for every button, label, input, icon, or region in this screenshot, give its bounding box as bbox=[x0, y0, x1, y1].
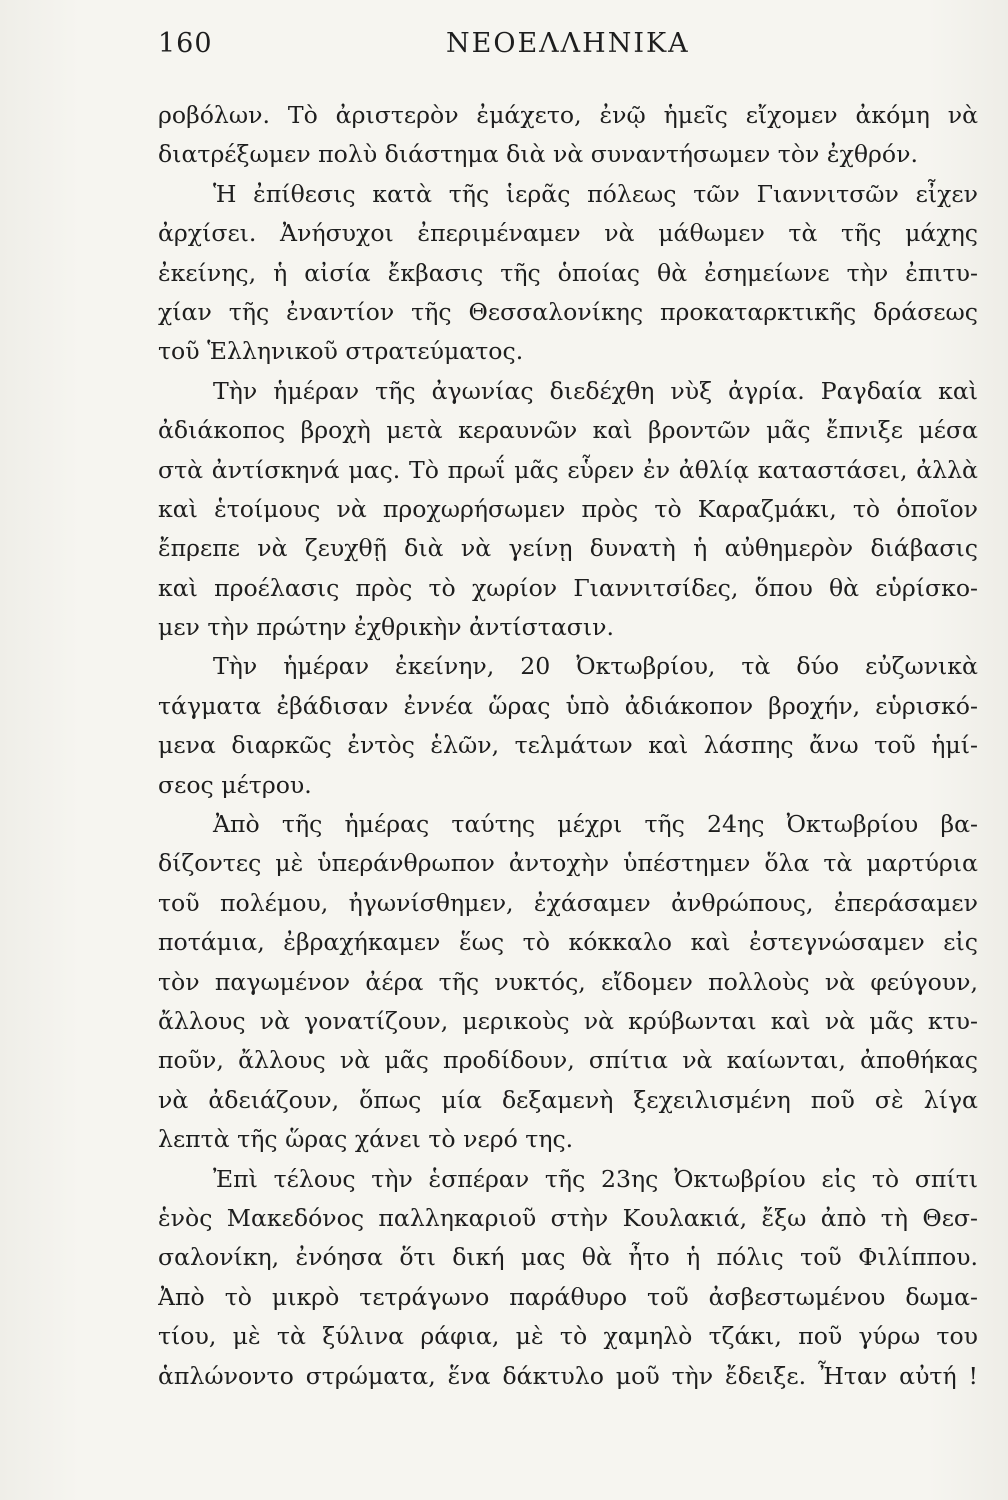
text-line: ροβόλων. Τὸ ἀριστερὸν ἐμάχετο, ἐνῷ ἡμεῖς εἴχομεν ἀκόμη νὰ bbox=[158, 101, 978, 129]
text-line: ἔπρεπε νὰ ζευχθῇ διὰ νὰ γείνῃ δυνατὴ ἡ αὐθημερὸν διάβασις bbox=[158, 534, 978, 563]
text-line: στὰ ἀντίσκηνά μας. Τὸ πρωΐ μᾶς εὗρεν ἐν ἀθλίᾳ καταστάσει, ἀλλὰ bbox=[158, 455, 978, 484]
text-line: νὰ ἀδειάζουν, ὅπως μία δεξαμενὴ ξεχειλισμένη ποῦ σὲ λίγα bbox=[158, 1085, 978, 1114]
text-line: τίου, μὲ τὰ ξύλινα ράφια, μὲ τὸ χαμηλὸ τζάκι, ποῦ γύρω του bbox=[158, 1322, 978, 1351]
running-head: ΝΕΟΕΛΛΗΝΙΚΑ bbox=[446, 28, 690, 59]
text-line: ἐκείνης, ἡ αἰσία ἔκβασις τῆς ὁποίας θὰ ἐσημείωνε τὴν ἐπιτυ- bbox=[158, 258, 978, 287]
text-line: Τὴν ἡμέραν ἐκείνην, 20 Ὀκτωβρίου, τὰ δύο εὐζωνικὰ bbox=[213, 652, 978, 681]
page-header bbox=[158, 28, 978, 68]
text-line: ἀρχίσει. Ἀνήσυχοι ἐπεριμέναμεν νὰ μάθωμεν τὰ τῆς μάχης bbox=[158, 219, 978, 248]
text-line: τοῦ Ἑλληνικοῦ στρατεύματος. bbox=[158, 337, 524, 366]
text-line: τὸν παγωμένον ἀέρα τῆς νυκτός, εἴδομεν πολλοὺς νὰ φεύγουν, bbox=[158, 967, 978, 996]
text-line: Ἀπὸ τὸ μικρὸ τετράγωνο παράθυρο τοῦ ἀσβεστωμένου δωμα- bbox=[158, 1282, 978, 1311]
text-line: ἁπλώνοντο στρώματα, ἕνα δάκτυλο μοῦ τὴν ἔδειξε. Ἦταν αὐτή ! bbox=[158, 1361, 978, 1390]
text-line: δίζοντες μὲ ὑπεράνθρωπον ἀντοχὴν ὑπέστημεν ὅλα τὰ μαρτύρια bbox=[158, 849, 978, 878]
text-line: χίαν τῆς ἐναντίον τῆς Θεσσαλονίκης προκαταρκτικῆς δράσεως bbox=[158, 297, 978, 326]
text-line: τάγματα ἐβάδισαν ἐννέα ὥρας ὑπὸ ἀδιάκοπον βροχήν, εὑρισκό- bbox=[158, 691, 978, 720]
text-line: Ἡ ἐπίθεσις κατὰ τῆς ἱερᾶς πόλεως τῶν Γιαννιτσῶν εἶχεν bbox=[213, 179, 978, 208]
body-text bbox=[158, 96, 978, 1396]
text-line: σεος μέτρου. bbox=[158, 770, 312, 799]
text-line: ἑνὸς Μακεδόνος παλληκαριοῦ στὴν Κουλακιά, ἔξω ἀπὸ τὴ Θεσ- bbox=[158, 1203, 978, 1232]
text-line: Ἐπὶ τέλους τὴν ἑσπέραν τῆς 23ης Ὀκτωβρίου εἰς τὸ σπίτι bbox=[213, 1164, 978, 1193]
text-line: καὶ ἑτοίμους νὰ προχωρήσωμεν πρὸς τὸ Καραζμάκι, τὸ ὁποῖον bbox=[158, 494, 978, 523]
text-line: διατρέξωμεν πολὺ διάστημα διὰ νὰ συναντήσωμεν τὸν ἐχθρόν. bbox=[158, 140, 918, 169]
text-line: λεπτὰ τῆς ὥρας χάνει τὸ νερό της. bbox=[158, 1125, 574, 1154]
text-line: ἀδιάκοπος βροχὴ μετὰ κεραυνῶν καὶ βροντῶν μᾶς ἔπνιξε μέσα bbox=[158, 416, 978, 445]
page-number: 160 bbox=[158, 28, 213, 59]
text-line: μεν τὴν πρώτην ἐχθρικὴν ἀντίστασιν. bbox=[158, 613, 614, 642]
text-line: Ἀπὸ τῆς ἡμέρας ταύτης μέχρι τῆς 24ης Ὀκτωβρίου βα- bbox=[213, 810, 978, 839]
text-line: Τὴν ἡμέραν τῆς ἀγωνίας διεδέχθη νὺξ ἀγρία. Ραγδαία καὶ bbox=[213, 376, 978, 405]
text-line: καὶ προέλασις πρὸς τὸ χωρίον Γιαννιτσίδες, ὅπου θὰ εὑρίσκο- bbox=[158, 573, 978, 602]
text-line: ἄλλους νὰ γονατίζουν, μερικοὺς νὰ κρύβωνται καὶ νὰ μᾶς κτυ- bbox=[158, 1006, 978, 1035]
text-line: ποτάμια, ἐβραχήκαμεν ἕως τὸ κόκκαλο καὶ ἐστεγνώσαμεν εἰς bbox=[158, 928, 978, 957]
text-line: τοῦ πολέμου, ἠγωνίσθημεν, ἐχάσαμεν ἀνθρώπους, ἐπεράσαμεν bbox=[158, 888, 978, 917]
text-line: μενα διαρκῶς ἐντὸς ἑλῶν, τελμάτων καὶ λάσπης ἄνω τοῦ ἡμί- bbox=[158, 731, 978, 760]
text-line: σαλονίκη, ἐνόησα ὅτι δική μας θὰ ἦτο ἡ πόλις τοῦ Φιλίππου. bbox=[158, 1243, 978, 1272]
text-line: ποῦν, ἄλλους νὰ μᾶς προδίδουν, σπίτια νὰ καίωνται, ἀποθήκας bbox=[158, 1046, 978, 1075]
